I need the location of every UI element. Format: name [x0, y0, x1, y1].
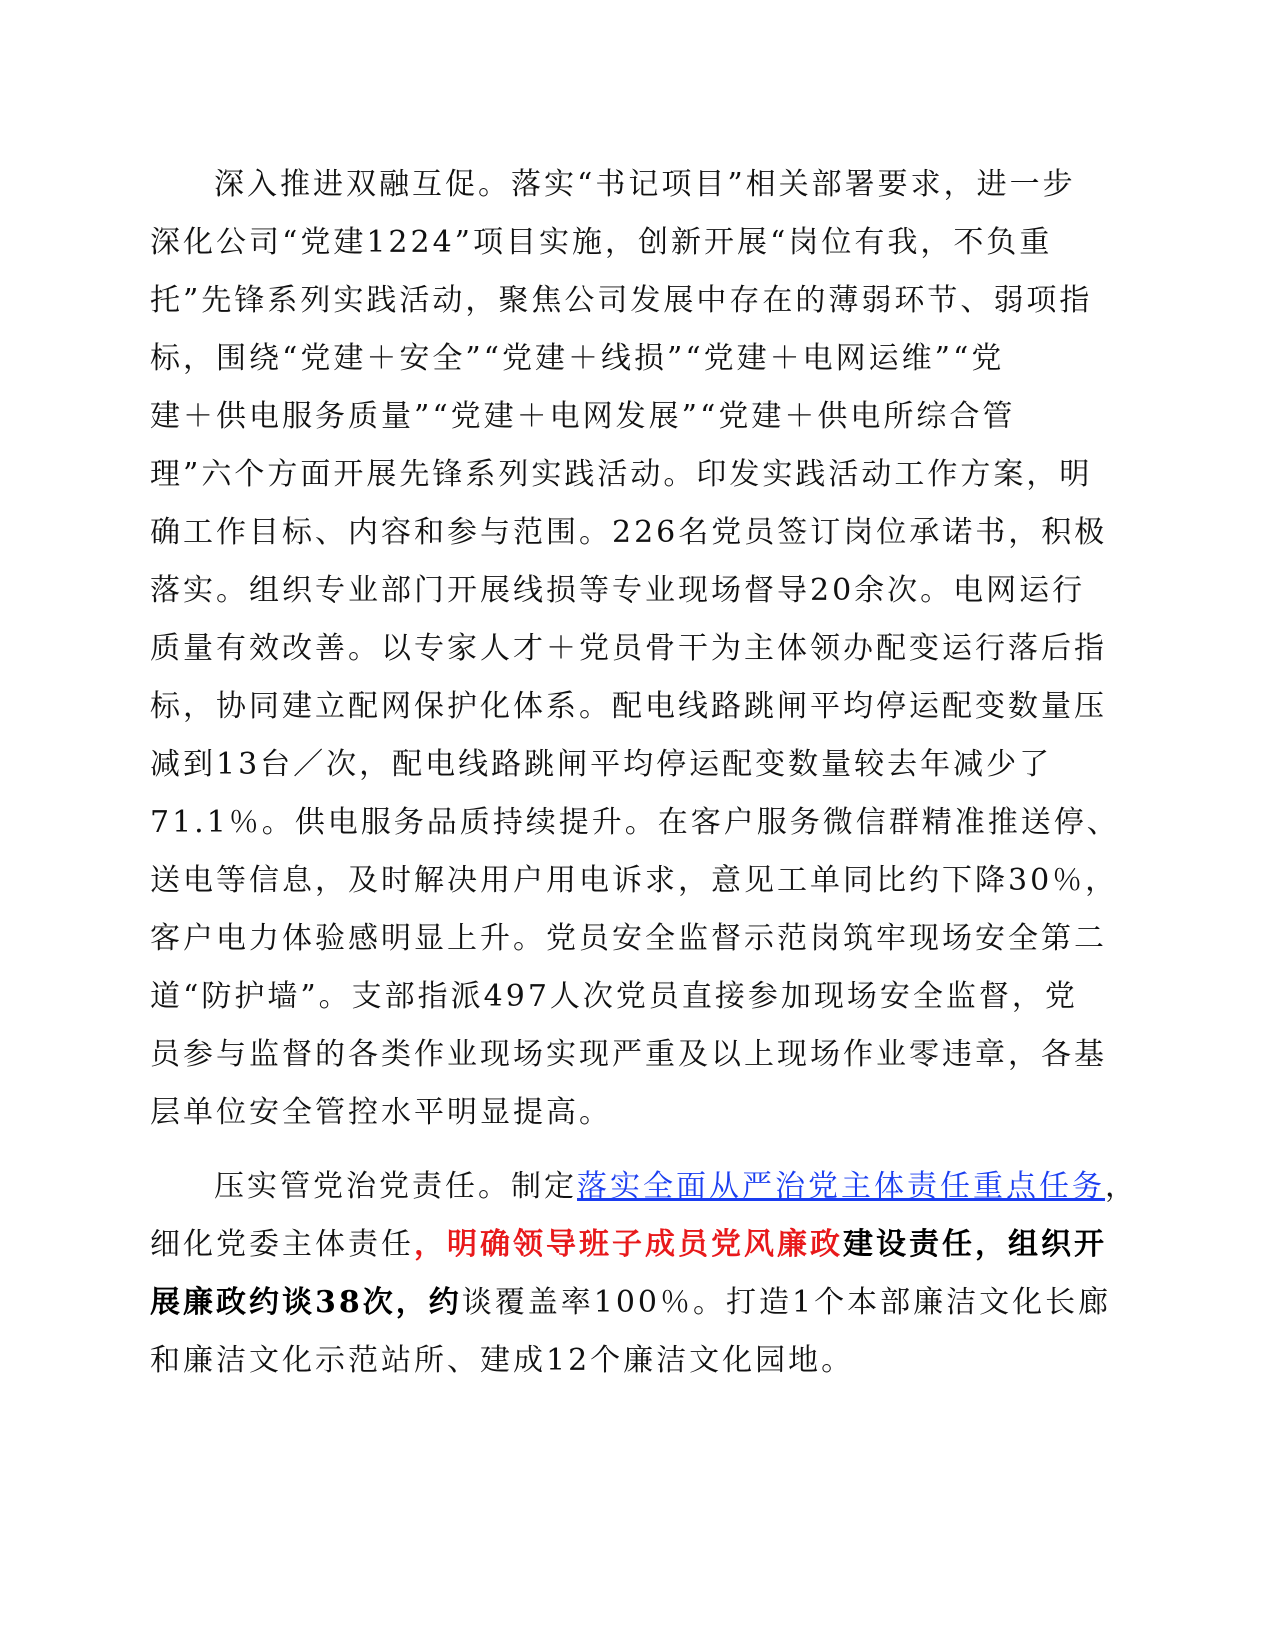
paragraph-line: 深入推进双融互促。落实“书记项目”相关部署要求，进一步	[214, 167, 1076, 202]
paragraph-line: 建＋供电服务质量”“党建＋电网发展”“党建＋供电所综合管	[150, 399, 1016, 434]
paragraph-line	[150, 1158, 1138, 1216]
paragraph-line: 71.1％。供电服务品质持续提升。在客户服务微信群精准推送停、	[150, 805, 1120, 840]
paragraph-line: 确工作目标、内容和参与范围。226名党员签订岗位承诺书，积极	[150, 515, 1108, 550]
paragraph-line	[150, 1216, 1110, 1274]
paragraph-line: 客户电力体验感明显上升。党员安全监督示范岗筑牢现场安全第二	[150, 921, 1107, 956]
line-text: ，	[1105, 1169, 1138, 1204]
paragraph-dual-integration	[150, 156, 1120, 1142]
paragraph-line: 和廉洁文化示范站所、建成12个廉洁文化园地。	[150, 1343, 855, 1378]
paragraph-party-responsibility	[150, 1158, 1138, 1390]
paragraph-line: 落实。组织专业部门开展线损等专业现场督导20余次。电网运行	[150, 573, 1086, 608]
highlighted-red-text: ，明确领导班子成员党风廉政	[414, 1227, 843, 1262]
paragraph-line: 送电等信息，及时解决用户用电诉求，意见工单同比约下降30％，	[150, 863, 1119, 898]
paragraph-line: 理”六个方面开展先锋系列实践活动。印发实践活动工作方案，明	[150, 457, 1093, 492]
paragraph-line: 层单位安全管控水平明显提高。	[150, 1095, 612, 1130]
paragraph-line: 标，围绕“党建＋安全”“党建＋线损”“党建＋电网运维”“党	[150, 341, 1005, 376]
line-text: 谈覆盖率100％。打造1个本部廉洁文化长廊	[461, 1285, 1112, 1320]
paragraph-line: 深化公司“党建1224”项目实施，创新开展“岗位有我，不负重	[150, 225, 1053, 260]
paragraph-line: 员参与监督的各类作业现场实现严重及以上现场作业零违章，各基	[150, 1037, 1107, 1072]
bold-text: 展廉政约谈38次，约	[150, 1285, 462, 1320]
paragraph-line	[150, 1274, 1110, 1332]
line-text: 细化党委主体责任	[150, 1227, 414, 1262]
paragraph-line: 道“防护墙”。支部指派497人次党员直接参加现场安全监督，党	[150, 979, 1078, 1014]
line-text: 压实管党治党责任。制定	[214, 1169, 577, 1204]
bold-text: 建设责任，组织开	[843, 1227, 1107, 1262]
key-tasks-link[interactable]: 落实全面从严治党主体责任重点任务	[577, 1169, 1105, 1204]
paragraph-line: 托”先锋系列实践活动，聚焦公司发展中存在的薄弱环节、弱项指	[150, 283, 1093, 318]
paragraph-line: 减到13台／次，配电线路跳闸平均停运配变数量较去年减少了	[150, 747, 1053, 782]
paragraph-line: 质量有效改善。以专家人才＋党员骨干为主体领办配变运行落后指	[150, 631, 1107, 666]
paragraph-line: 标，协同建立配网保护化体系。配电线路跳闸平均停运配变数量压	[150, 689, 1107, 724]
